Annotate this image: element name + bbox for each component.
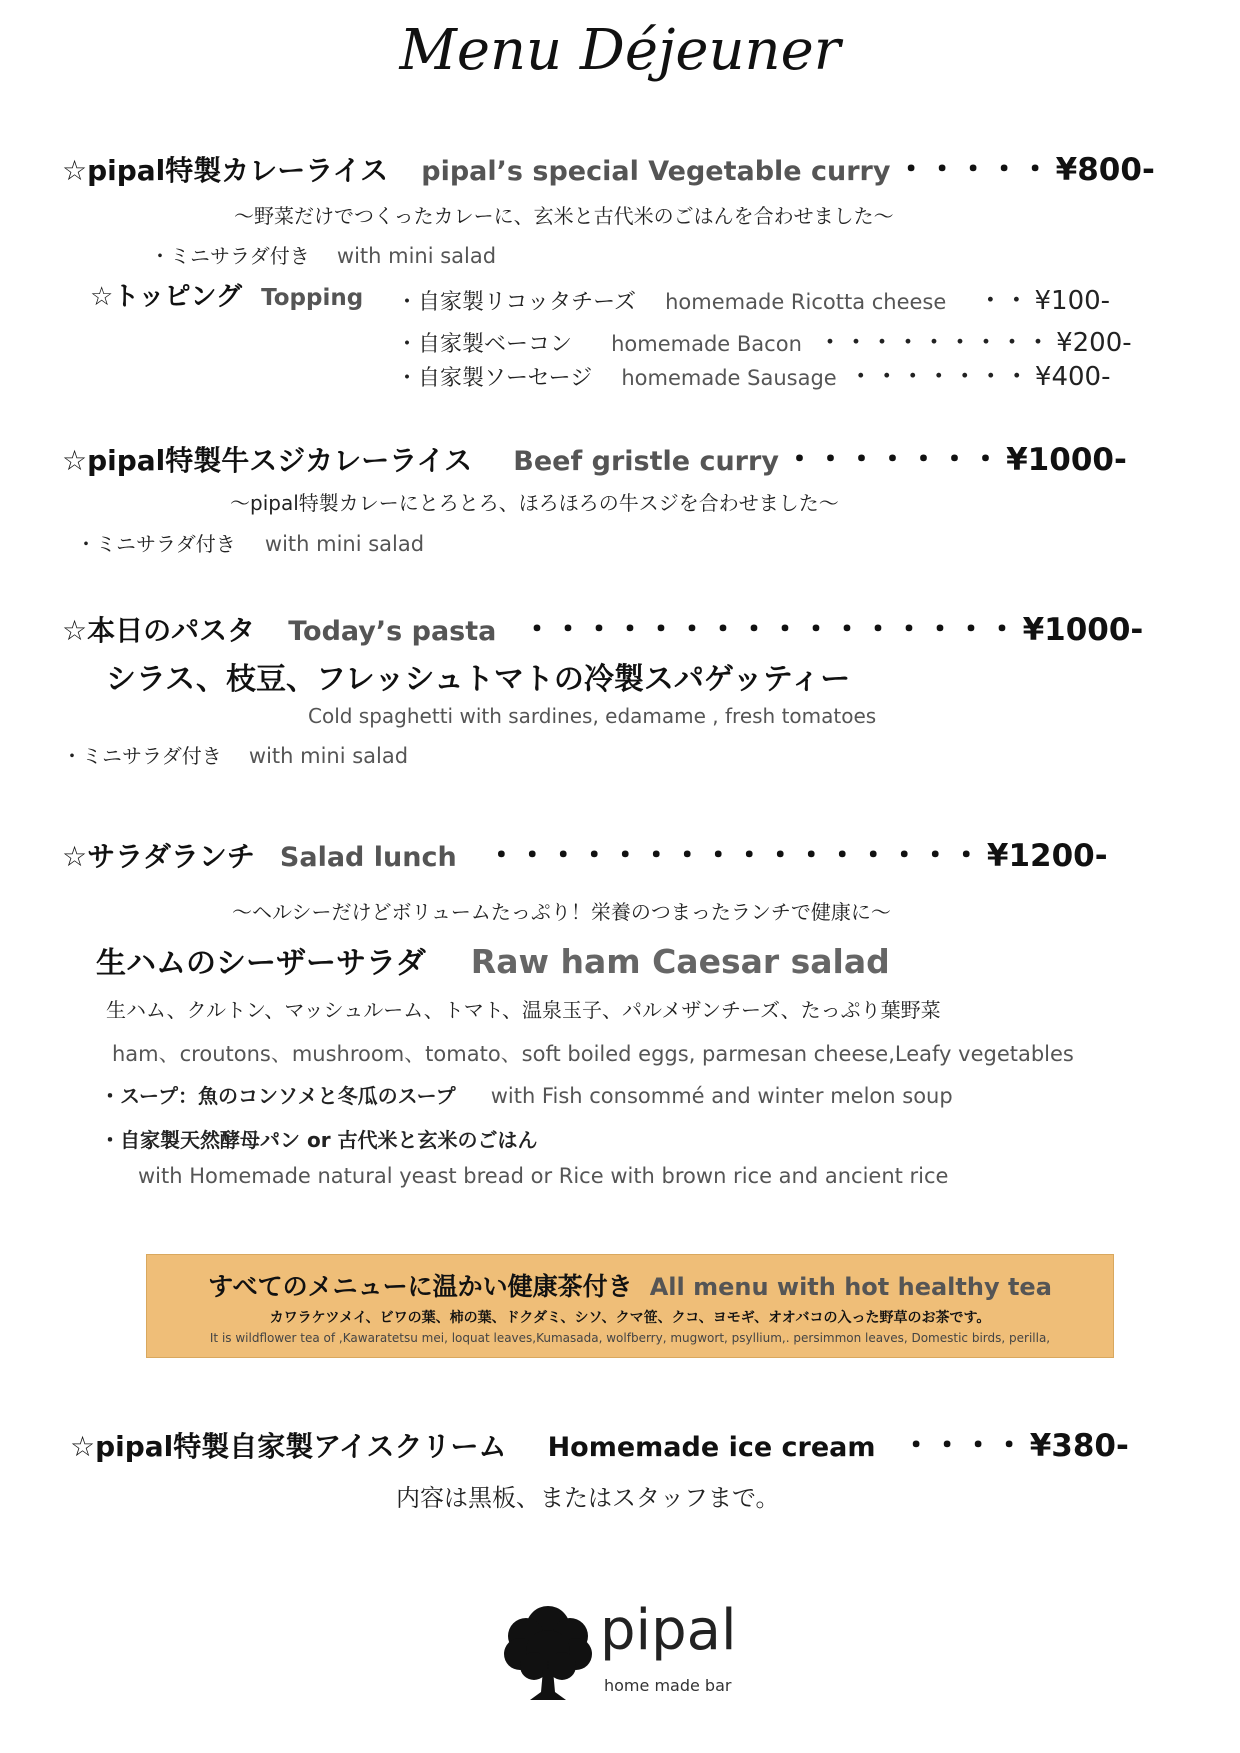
salad-ingredients-jp: 生ハム、クルトン、マッシュルーム、トマト、温泉玉子、パルメザンチーズ、たっぷり葉野菜 — [106, 998, 941, 1022]
logo-tagline: home made bar — [604, 1676, 732, 1695]
topping-row: ・自家製ベーコン homemade Bacon ・・・・・・・・・ ¥200- — [396, 328, 1132, 358]
beef-salad-jp: ・ミニサラダ付き — [76, 532, 236, 556]
curry-price: ¥800- — [1055, 152, 1155, 188]
pasta-name-jp: ☆本日のパスタ — [62, 614, 256, 647]
pasta-dish-jp: シラス、枝豆、フレッシュトマトの冷製スパゲッティー — [106, 662, 851, 697]
topping-label — [90, 276, 363, 313]
tea-herbs-jp: カワラケツメイ、ビワの葉、柿の葉、ドクダミ、シソ、クマ笹、クコ、ヨモギ、オオバコの入った野草のお茶です。 — [269, 1310, 991, 1326]
pasta-dish-en: Cold spaghetti with sardines, edamame , fresh tomatoes — [308, 704, 877, 728]
topping-row: ・自家製リコッタチーズ homemade Ricotta cheese ・・ ¥100- — [396, 286, 1111, 316]
curry-dots: ・・・・・ — [895, 152, 1051, 188]
beef-salad-en: with mini salad — [264, 532, 425, 556]
beef-name-jp: ☆pipal特製牛スジカレーライス — [62, 444, 473, 477]
curry-description: 〜野菜だけでつくったカレーに、玄米と古代米のごはんを合わせました〜 — [234, 204, 894, 228]
salad-bread-en: with Homemade natural yeast bread or Rice with brown rice and ancient rice — [138, 1164, 949, 1188]
salad-soup-jp: ・スープ：魚のコンソメと冬瓜のスープ — [100, 1084, 456, 1108]
curry-salad-jp: ・ミニサラダ付き — [150, 244, 310, 268]
curry-header — [62, 144, 1155, 189]
topping-row: ・自家製ソーセージ homemade Sausage ・・・・・・・ ¥400- — [396, 362, 1111, 392]
ice-price: ¥380- — [1029, 1428, 1129, 1464]
pasta-salad-jp: ・ミニサラダ付き — [62, 744, 222, 768]
salad-lunch-header — [62, 830, 1108, 875]
ice-name-jp: ☆pipal特製自家製アイスクリーム — [70, 1430, 507, 1463]
page-title: Menu Déjeuner — [399, 18, 841, 83]
salad-soup-en: with Fish consommé and winter melon soup — [490, 1084, 953, 1108]
salad-dish-en: Raw ham Caesar salad — [470, 942, 890, 981]
pasta-price: ¥1000- — [1022, 612, 1144, 648]
salad-lunch-dish — [96, 938, 890, 982]
curry-name-jp: ☆pipal特製カレーライス — [62, 154, 389, 187]
tea-herbs-en: It is wildflower tea of ,Kawaratetsu mei, loquat leaves,Kumasada, wolfberry, mugwort, psyllium,. persimmon leaves, Domestic birds, perilla, — [209, 1331, 1051, 1345]
pasta-dots: ・・・・・・・・・・・・・・・・ — [521, 612, 1018, 648]
salad-ingredients-en: ham、croutons、mushroom、tomato、soft boiled eggs, parmesan cheese,Leafy vegetables — [112, 1042, 1074, 1066]
tree-icon — [500, 1600, 596, 1704]
tea-title — [147, 1267, 1113, 1303]
tea-title-en: All menu with hot healthy tea — [649, 1273, 1052, 1301]
pasta-header — [62, 604, 1143, 649]
beef-dots: ・・・・・・・ — [784, 442, 1002, 478]
pasta-salad — [62, 740, 408, 769]
salad-bread-jp: ・自家製天然酵母パン or 古代米と玄米のごはん — [100, 1128, 538, 1152]
salad-soup — [100, 1080, 953, 1109]
ice-dots: ・・・・ — [900, 1428, 1025, 1464]
curry-name-en: pipal’s special Vegetable curry — [421, 156, 891, 187]
tea-box — [146, 1254, 1114, 1358]
salad-lunch-name-jp: ☆サラダランチ — [62, 840, 255, 873]
ice-note: 内容は黒板、またはスタッフまで。 — [396, 1484, 780, 1512]
salad-lunch-price: ¥1200- — [986, 838, 1108, 874]
topping-label-en: Topping — [261, 285, 364, 311]
curry-salad-en: with mini salad — [336, 244, 497, 268]
beef-price: ¥1000- — [1006, 442, 1127, 478]
beef-header — [62, 434, 1127, 479]
salad-lunch-name-en: Salad lunch — [279, 842, 457, 873]
curry-salad — [150, 240, 496, 269]
topping-label-jp: ☆トッピング — [90, 282, 243, 312]
salad-lunch-dots: ・・・・・・・・・・・・・・・・ — [485, 838, 982, 874]
ice-name-en: Homemade ice cream — [547, 1432, 876, 1463]
logo-name: pipal — [600, 1598, 737, 1663]
ice-header — [70, 1420, 1129, 1465]
beef-salad — [76, 528, 424, 557]
pasta-name-en: Today’s pasta — [288, 616, 497, 647]
salad-dish-jp: 生ハムのシーザーサラダ — [96, 946, 426, 981]
logo — [500, 1600, 760, 1710]
pasta-salad-en: with mini salad — [248, 744, 409, 768]
beef-description: 〜pipal特製カレーにとろとろ、ほろほろの牛スジを合わせました〜 — [230, 491, 839, 515]
salad-lunch-description: 〜ヘルシーだけどボリュームたっぷり！栄養のつまったランチで健康に〜 — [232, 900, 891, 924]
beef-name-en: Beef gristle curry — [513, 446, 779, 477]
tea-title-jp: すべてのメニューに温かい健康茶付き — [208, 1272, 633, 1301]
